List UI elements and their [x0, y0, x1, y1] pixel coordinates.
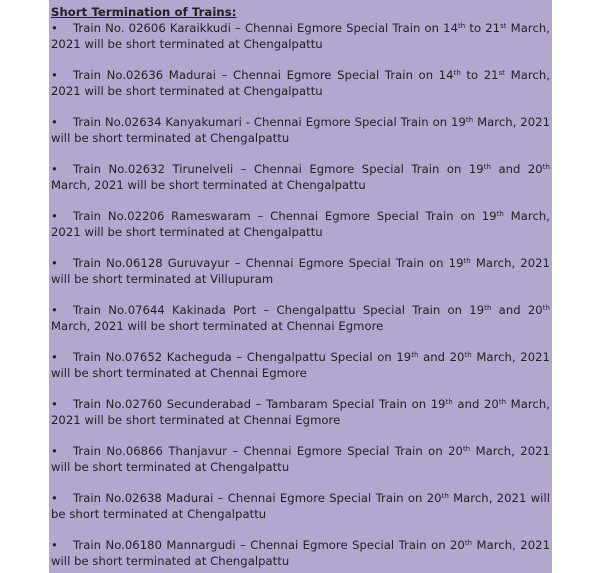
ordinal-suffix: th: [542, 304, 550, 312]
item-text: and 20: [491, 303, 543, 317]
list-item: [51, 302, 550, 334]
item-text: Train No.06180 Mannargudi – Chennai Egmore Special Train on 20: [73, 538, 465, 552]
ordinal-suffix: th: [458, 22, 466, 30]
ordinal-suffix: th: [441, 492, 449, 500]
bullet-icon: •: [51, 303, 58, 317]
ordinal-suffix: th: [498, 398, 507, 406]
bullet-icon: •: [51, 115, 58, 129]
ordinal-suffix: th: [453, 69, 461, 77]
notice-heading: Short Termination of Trains:: [51, 5, 237, 19]
item-text: March, 2021 will be short terminated at Chengalpattu: [51, 115, 550, 145]
item-text: March, 2021 will be short terminated at Chennai Egmore: [51, 397, 550, 427]
ordinal-suffix: th: [463, 257, 471, 265]
bullet-icon: •: [51, 68, 58, 82]
bullet-icon: •: [51, 209, 58, 223]
ordinal-suffix: th: [483, 163, 492, 171]
list-item: [51, 161, 550, 193]
item-text: Train No.02760 Secunderabad – Tambaram Special Train on 19: [73, 397, 446, 411]
ordinal-suffix: st: [500, 22, 507, 30]
list-item: [51, 490, 550, 522]
item-text: Train No.02206 Rameswaram – Chennai Egmore Special Train on 19: [73, 209, 497, 223]
item-text: Train No.02638 Madurai – Chennai Egmore Special Train on 20: [73, 491, 442, 505]
ordinal-suffix: th: [464, 351, 472, 359]
item-text: Train No.07644 Kakinada Port – Chengalpattu Special Train on 19: [73, 303, 485, 317]
item-text: March, 2021 will be short terminated at Chennai Egmore: [51, 350, 550, 380]
bullet-icon: •: [51, 444, 58, 458]
list-item: [51, 20, 550, 52]
list-item: [51, 349, 550, 381]
item-text: Train No.02632 Tirunelveli – Chennai Egmore Special Train on 19: [73, 162, 484, 176]
ordinal-suffix: th: [464, 539, 473, 547]
item-text: Train No. 02606 Karaikkudi – Chennai Egmore Special Train on 14: [73, 21, 459, 35]
item-text: March, 2021 will be short terminated at Chengalpattu: [51, 68, 550, 98]
notice-panel: [49, 0, 552, 573]
item-text: March, 2021 will be short terminated at Chengalpattu: [51, 491, 550, 521]
item-text: and 20: [452, 397, 499, 411]
ordinal-suffix: st: [498, 69, 506, 77]
ordinal-suffix: th: [462, 445, 471, 453]
ordinal-suffix: th: [542, 163, 550, 171]
item-text: March, 2021 will be short terminated at Villupuram: [51, 256, 550, 286]
termination-list: [51, 20, 550, 569]
list-item: [51, 396, 550, 428]
item-text: March, 2021 will be short terminated at Chengalpattu: [51, 178, 366, 192]
bullet-icon: •: [51, 256, 58, 270]
bullet-icon: •: [51, 350, 58, 364]
item-text: March, 2021 will be short terminated at Chengalpattu: [51, 538, 550, 568]
bullet-icon: •: [51, 491, 58, 505]
item-text: Train No.06128 Guruvayur – Chennai Egmore Special Train on 19: [73, 256, 464, 270]
item-text: Train No.02636 Madurai – Chennai Egmore Special Train on 14: [73, 68, 454, 82]
bullet-icon: •: [51, 397, 58, 411]
bullet-icon: •: [51, 21, 58, 35]
item-text: and 20: [418, 350, 465, 364]
ordinal-suffix: th: [465, 116, 474, 124]
bullet-icon: •: [51, 538, 58, 552]
item-text: March, 2021 will be short terminated at Chengalpattu: [51, 444, 550, 474]
ordinal-suffix: th: [411, 351, 419, 359]
item-text: Train No.06866 Thanjavur – Chennai Egmore Special Train on 20: [73, 444, 463, 458]
item-text: Train No.02634 Kanyakumari - Chennai Egmore Special Train on 19: [73, 115, 466, 129]
ordinal-suffix: th: [484, 304, 492, 312]
list-item: [51, 537, 550, 569]
ordinal-suffix: th: [496, 210, 504, 218]
list-item: [51, 67, 550, 99]
list-item: [51, 208, 550, 240]
bullet-icon: •: [51, 162, 58, 176]
item-text: March, 2021 will be short terminated at Chengalpattu: [51, 21, 550, 51]
item-text: to 21: [460, 68, 499, 82]
item-text: March, 2021 will be short terminated at Chennai Egmore: [51, 319, 384, 333]
list-item: [51, 255, 550, 287]
item-text: March, 2021 will be short terminated at Chengalpattu: [51, 209, 551, 239]
item-text: Train No.07652 Kacheguda – Chengalpattu Special on 19: [73, 350, 412, 364]
list-item: [51, 443, 550, 475]
ordinal-suffix: th: [445, 398, 453, 406]
list-item: [51, 114, 550, 146]
item-text: and 20: [491, 162, 543, 176]
item-text: to 21: [465, 21, 501, 35]
